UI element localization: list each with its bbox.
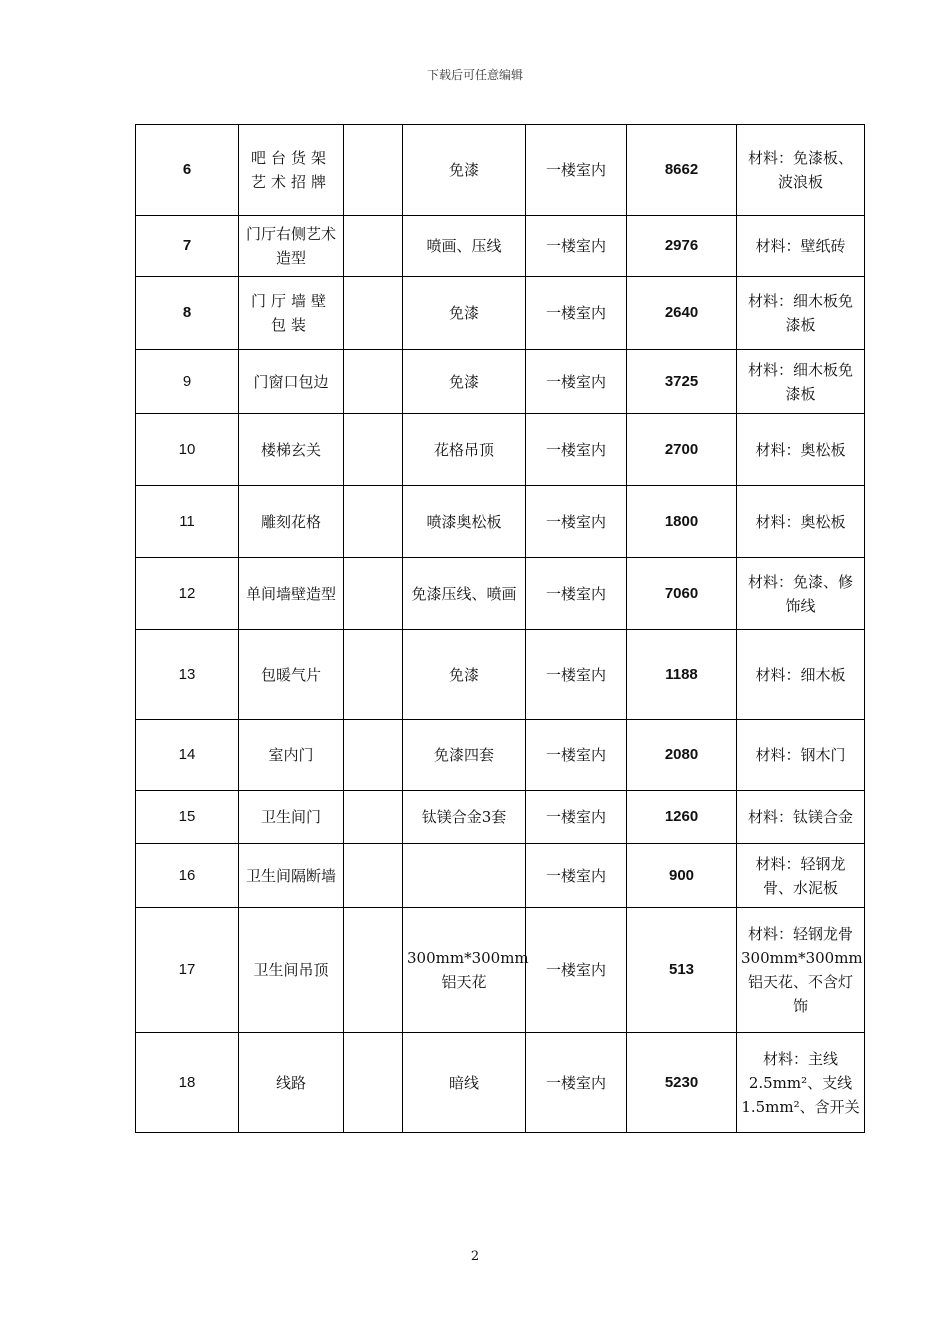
location-cell: 一楼室内 (526, 844, 627, 908)
item-name: 卫生间门 (239, 791, 344, 844)
row-number: 15 (136, 791, 239, 844)
location-cell: 一楼室内 (526, 791, 627, 844)
table-row (136, 277, 865, 350)
item-name: 门厅墙壁包装 (239, 277, 344, 350)
amount-cell: 2976 (627, 216, 737, 277)
spec-cell (344, 277, 403, 350)
table-row (136, 486, 865, 558)
item-name: 雕刻花格 (239, 486, 344, 558)
process-cell: 免漆 (403, 277, 526, 350)
table-row (136, 720, 865, 791)
row-number: 11 (136, 486, 239, 558)
remark-cell: 材料：免漆、修饰线 (737, 558, 865, 630)
spec-cell (344, 414, 403, 486)
row-number: 14 (136, 720, 239, 791)
process-cell: 免漆四套 (403, 720, 526, 791)
row-number: 10 (136, 414, 239, 486)
process-cell: 免漆 (403, 630, 526, 720)
process-cell: 免漆 (403, 125, 526, 216)
page-header-note: 下载后可任意编辑 (426, 68, 523, 82)
item-name: 楼梯玄关 (239, 414, 344, 486)
row-number: 6 (136, 125, 239, 216)
remark-cell: 材料：轻钢龙骨、水泥板 (737, 844, 865, 908)
page-number: 2 (470, 1249, 480, 1264)
location-cell: 一楼室内 (526, 414, 627, 486)
spec-cell (344, 844, 403, 908)
table-row (136, 350, 865, 414)
amount-cell: 900 (627, 844, 737, 908)
spec-cell (344, 125, 403, 216)
spec-cell (344, 791, 403, 844)
spec-cell (344, 486, 403, 558)
process-cell: 免漆压线、喷画 (403, 558, 526, 630)
amount-cell: 1800 (627, 486, 737, 558)
location-cell: 一楼室内 (526, 908, 627, 1033)
amount-cell: 7060 (627, 558, 737, 630)
process-cell (403, 844, 526, 908)
location-cell: 一楼室内 (526, 125, 627, 216)
row-number: 7 (136, 216, 239, 277)
item-name: 单间墙壁造型 (239, 558, 344, 630)
spec-cell (344, 558, 403, 630)
row-number: 13 (136, 630, 239, 720)
table-row (136, 791, 865, 844)
remark-cell: 材料：奥松板 (737, 414, 865, 486)
remark-cell: 材料：细木板免漆板 (737, 277, 865, 350)
table-row (136, 216, 865, 277)
location-cell: 一楼室内 (526, 630, 627, 720)
table-row (136, 908, 865, 1033)
location-cell: 一楼室内 (526, 216, 627, 277)
process-cell: 暗线 (403, 1033, 526, 1133)
amount-cell: 2640 (627, 277, 737, 350)
location-cell: 一楼室内 (526, 558, 627, 630)
remark-cell: 材料：免漆板、波浪板 (737, 125, 865, 216)
row-number: 17 (136, 908, 239, 1033)
amount-cell: 2080 (627, 720, 737, 791)
remark-cell: 材料：轻钢龙骨300mm*300mm铝天花、不含灯饰 (737, 908, 865, 1033)
location-cell: 一楼室内 (526, 486, 627, 558)
location-cell: 一楼室内 (526, 350, 627, 414)
spec-cell (344, 1033, 403, 1133)
table-row (136, 630, 865, 720)
item-name: 吧台货架艺术招牌 (239, 125, 344, 216)
table-row (136, 844, 865, 908)
remark-cell: 材料：主线2.5mm²、支线1.5mm²、含开关 (737, 1033, 865, 1133)
quotation-table (135, 124, 865, 1133)
remark-cell: 材料：壁纸砖 (737, 216, 865, 277)
item-name: 线路 (239, 1033, 344, 1133)
process-cell: 花格吊顶 (403, 414, 526, 486)
process-cell: 钛镁合金3套 (403, 791, 526, 844)
amount-cell: 5230 (627, 1033, 737, 1133)
table-row (136, 414, 865, 486)
remark-cell: 材料：钛镁合金 (737, 791, 865, 844)
table-row (136, 558, 865, 630)
row-number: 12 (136, 558, 239, 630)
spec-cell (344, 350, 403, 414)
row-number: 8 (136, 277, 239, 350)
remark-cell: 材料：细木板 (737, 630, 865, 720)
amount-cell: 8662 (627, 125, 737, 216)
item-name: 室内门 (239, 720, 344, 791)
table-row (136, 125, 865, 216)
spec-cell (344, 720, 403, 791)
process-cell: 喷画、压线 (403, 216, 526, 277)
amount-cell: 2700 (627, 414, 737, 486)
location-cell: 一楼室内 (526, 277, 627, 350)
remark-cell: 材料：细木板免漆板 (737, 350, 865, 414)
item-name: 包暖气片 (239, 630, 344, 720)
amount-cell: 3725 (627, 350, 737, 414)
table-row (136, 1033, 865, 1133)
spec-cell (344, 216, 403, 277)
process-cell: 免漆 (403, 350, 526, 414)
row-number: 9 (136, 350, 239, 414)
amount-cell: 1260 (627, 791, 737, 844)
item-name: 卫生间吊顶 (239, 908, 344, 1033)
amount-cell: 513 (627, 908, 737, 1033)
row-number: 18 (136, 1033, 239, 1133)
item-name: 门厅右侧艺术造型 (239, 216, 344, 277)
remark-cell: 材料：奥松板 (737, 486, 865, 558)
process-cell: 300mm*300mm铝天花 (403, 908, 526, 1033)
item-name: 卫生间隔断墙 (239, 844, 344, 908)
process-cell: 喷漆奥松板 (403, 486, 526, 558)
location-cell: 一楼室内 (526, 1033, 627, 1133)
remark-cell: 材料：钢木门 (737, 720, 865, 791)
spec-cell (344, 908, 403, 1033)
amount-cell: 1188 (627, 630, 737, 720)
location-cell: 一楼室内 (526, 720, 627, 791)
row-number: 16 (136, 844, 239, 908)
spec-cell (344, 630, 403, 720)
item-name: 门窗口包边 (239, 350, 344, 414)
